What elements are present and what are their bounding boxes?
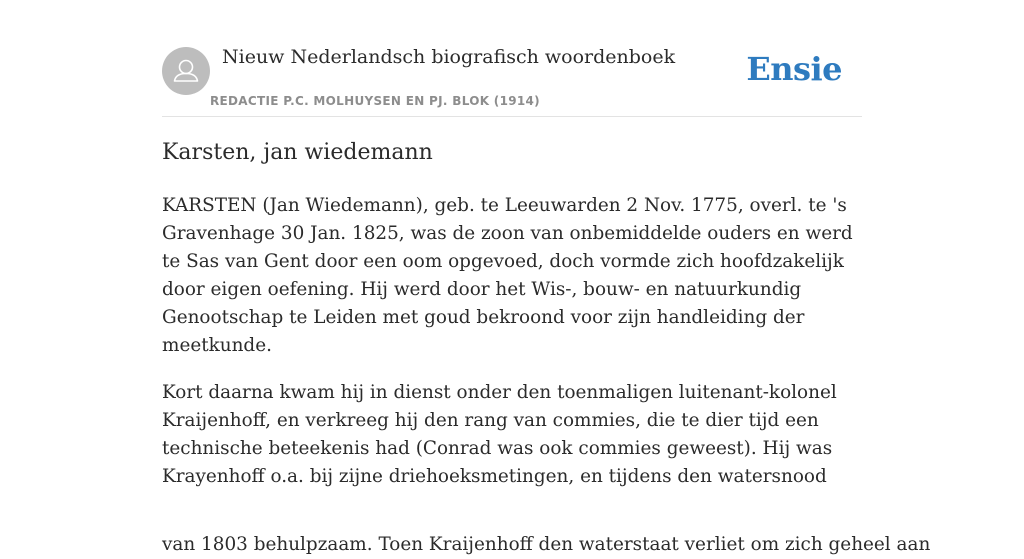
page [162,0,931,555]
paragraph-3: van 1803 behulpzaam. Toen Kraijenhoff den waterstaat verliet om zich geheel aan [162,534,931,555]
book-title[interactable]: Nieuw Nederlandsch biografisch woordenboek [222,46,676,68]
paragraph-1: KARSTEN (Jan Wiedemann), geb. te Leeuwarden 2 Nov. 1775, overl. te 's Gravenhage 30 Jan. 1825, was de zoon van onbemiddelde ouders en werd te Sas van Gent door een oom opgevoed, doch vormde zich hoofdzakelijk door eigen oefening. Hij werd door het Wis-, bouw- en natuurkundig Genootschap te Leiden met goud bekroond voor zijn handleiding der meetkunde. [162,195,853,356]
paragraph-2: Kort daarna kwam hij in dienst onder den toenmaligen luitenant-kolonel Kraijenhoff, en verkreeg hij den rang van commies, die te dier tijd een technische beteekenis had (Conrad was ook commies geweest). Hij was Krayenhoff o.a. bij zijne driehoeksmetingen, en tijdens den watersnood [162,382,837,487]
entry-title: Karsten, jan wiedemann [162,140,433,165]
ensie-logo[interactable]: Ensie [746,50,842,88]
editors-credit: REDACTIE P.C. MOLHUYSEN EN PJ. BLOK (1914) [210,94,540,108]
avatar[interactable] [162,47,210,95]
person-silhouette-icon [162,47,210,95]
entry-body [162,192,931,559]
header [162,0,862,117]
